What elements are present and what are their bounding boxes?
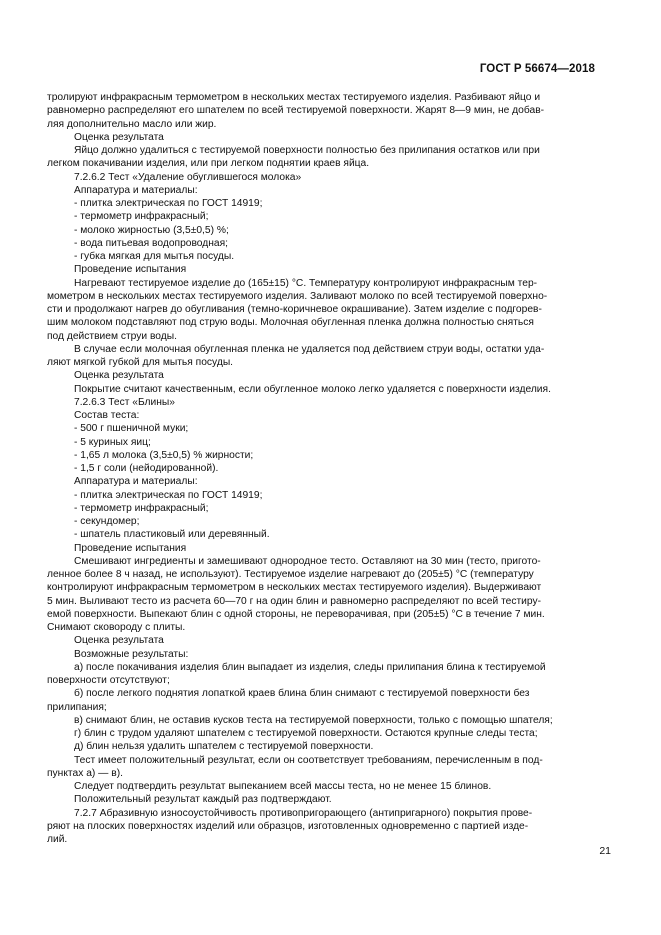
text-line: Нагревают тестируемое изделие до (165±15) °С. Температуру контролируют инфракрасным тер- bbox=[74, 277, 538, 289]
text-line: а) после покачивания изделия блин выпадает из изделия, следы прилипания блина к тестируемой bbox=[74, 661, 546, 673]
text-line: - плитка электрическая по ГОСТ 14919; bbox=[74, 198, 263, 209]
text-line: Аппаратура и материалы: bbox=[74, 184, 198, 196]
text-line: поверхности отсутствуют; bbox=[47, 675, 170, 686]
text-line: ляя дополнительно масло или жир. bbox=[47, 118, 217, 130]
text-line: Аппаратура и материалы: bbox=[74, 476, 198, 488]
text-line: в) снимают блин, не оставив кусков теста на тестируемой поверхности, только с помощью шпателя; bbox=[74, 714, 553, 726]
text-line: б) после легкого поднятия лопаткой краев блина блин снимают с тестируемой поверхности без bbox=[74, 688, 530, 700]
text-line: ленное более 8 ч назад, не используют). Тестируемое изделие нагревают до (205±5) °С (температуру bbox=[47, 569, 534, 580]
text-line: - шпатель пластиковый или деревянный. bbox=[74, 529, 270, 541]
text-line: Состав теста: bbox=[74, 410, 140, 421]
text-line: - губка мягкая для мытья посуды. bbox=[74, 251, 235, 262]
document-header: ГОСТ Р 56674—2018 bbox=[479, 63, 595, 75]
text-line: 7.2.7 Абразивную износоустойчивость противопригорающего (антипригарного) покрытия прове- bbox=[74, 807, 533, 819]
text-line: - плитка электрическая по ГОСТ 14919; bbox=[74, 489, 263, 501]
text-line: 7.2.6.2 Тест «Удаление обуглившегося молока» bbox=[74, 171, 302, 183]
text-line: пунктах а) — в). bbox=[47, 767, 123, 779]
text-line: Следует подтвердить результат выпеканием всей массы теста, но не менее 15 блинов. bbox=[74, 781, 492, 792]
text-line: - термометр инфракрасный; bbox=[74, 211, 209, 223]
text-line: Оценка результата bbox=[74, 370, 164, 382]
text-line: Положительный результат каждый раз подтверждают. bbox=[74, 794, 332, 806]
text-line: - 1,65 л молока (3,5±0,5) % жирности; bbox=[74, 449, 254, 461]
text-line: - молоко жирностью (3,5±0,5) %; bbox=[74, 224, 229, 236]
text-line: - термометр инфракрасный; bbox=[74, 502, 209, 514]
text-line: Оценка результата bbox=[74, 131, 164, 143]
text-line: Возможные результаты: bbox=[74, 648, 189, 660]
text-line: мометром в нескольких местах тестируемого изделия. Заливают молоко по всей тестируемой поверхно- bbox=[47, 290, 548, 302]
text-line: ряют на плоских поверхностях изделий или образцов, изготовленных одновременно с партией изде- bbox=[47, 820, 529, 832]
text-line: Проведение испытания bbox=[74, 542, 187, 554]
text-line: В случае если молочная обугленная пленка не удаляется под действием струи воды, остатки уда- bbox=[74, 343, 545, 355]
page-number: 21 bbox=[599, 845, 611, 857]
text-line: - 5 куриных яиц; bbox=[74, 436, 151, 448]
text-line: легком покачивании изделия, или при легком поднятии краев яйца. bbox=[47, 158, 370, 170]
text-line: прилипания; bbox=[47, 701, 107, 713]
text-line: - 1,5 г соли (нейодированной). bbox=[74, 463, 219, 474]
text-line: сти и продолжают нагрев до обугливания (темно-коричневое окрашивание). Затем изделие с подгорев- bbox=[47, 304, 542, 315]
text-line: лий. bbox=[47, 834, 68, 845]
text-line: под действием струи воды. bbox=[47, 330, 177, 342]
text-line: Яйцо должно удалиться с тестируемой поверхности полностью без прилипания остатков или при bbox=[74, 145, 540, 156]
text-line: Смешивают ингредиенты и замешивают однородное тесто. Оставляют на 30 мин (тесто, пригото- bbox=[74, 555, 541, 567]
text-line: - вода питьевая водопроводная; bbox=[74, 237, 229, 249]
text-line: Снимают сковороду с плиты. bbox=[47, 622, 186, 633]
text-line: 7.2.6.3 Тест «Блины» bbox=[74, 396, 175, 408]
text-line: Покрытие считают качественным, если обугленное молоко легко удаляется с поверхности изделия. bbox=[74, 383, 551, 395]
text-line: тролируют инфракрасным термометром в нескольких местах тестируемого изделия. Разбивают яйцо и bbox=[47, 92, 541, 103]
text-line: емой поверхности. Выпекают блин с одной стороны, не переворачивая, при (205±5) °С в течение 7 мин. bbox=[47, 608, 545, 620]
text-line: г) блин с трудом удаляют шпателем с тестируемой поверхности. Остаются крупные следы теста; bbox=[74, 728, 538, 739]
text-line: 5 мин. Выливают тесто из расчета 60—70 г на один блин и равномерно распределяют по всей тестиру- bbox=[47, 595, 542, 607]
document-body bbox=[47, 91, 612, 846]
text-line: шим молоком подставляют под струю воды. Молочная обугленная пленка должна полностью сняться bbox=[47, 317, 534, 329]
text-line: д) блин нельзя удалить шпателем с тестируемой поверхности. bbox=[74, 741, 374, 753]
text-line: - 500 г пшеничной муки; bbox=[74, 423, 189, 435]
text-line: Оценка результата bbox=[74, 635, 164, 647]
text-line: Тест имеет положительный результат, если он соответствует требованиям, перечисленным в под- bbox=[74, 754, 543, 766]
text-line: равномерно распределяют его шпателем по всей тестируемой поверхности. Жарят 8—9 мин, не добав- bbox=[47, 105, 545, 117]
text-line: Проведение испытания bbox=[74, 264, 187, 276]
text-line: - секундомер; bbox=[74, 516, 140, 527]
text-line: контролируют инфракрасным термометром в нескольких местах тестируемого изделия). Выдерживают bbox=[47, 582, 542, 594]
text-line: ляют мягкой губкой для мытья посуды. bbox=[47, 357, 234, 368]
